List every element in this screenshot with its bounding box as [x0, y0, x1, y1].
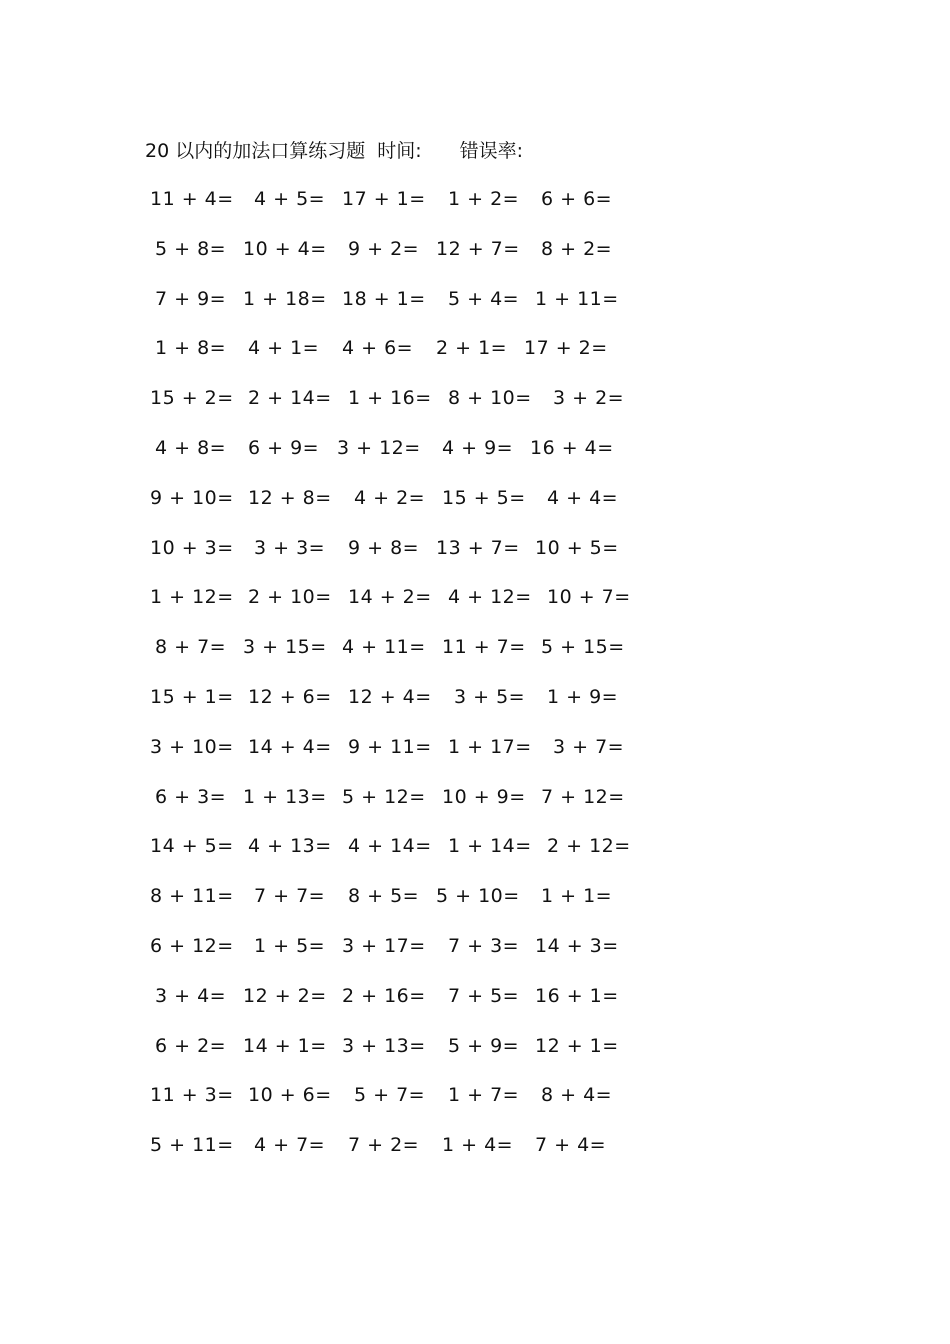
- problem-item: 4 + 2=: [354, 486, 426, 509]
- problem-item: 9 + 2=: [348, 237, 420, 260]
- problem-item: 4 + 7=: [254, 1134, 326, 1157]
- problem-item: 12 + 6=: [248, 685, 332, 708]
- problem-item: 12 + 8=: [248, 486, 332, 509]
- problem-item: 7 + 4=: [535, 1134, 607, 1157]
- worksheet-title: 20 以内的加法口算练习题: [145, 140, 366, 162]
- problem-item: 9 + 8=: [348, 536, 420, 559]
- problem-item: 1 + 13=: [243, 785, 327, 808]
- problem-row: [0, 832, 950, 882]
- problem-item: 14 + 4=: [248, 735, 332, 758]
- problem-row: [0, 583, 950, 633]
- problem-item: 1 + 17=: [448, 735, 532, 758]
- problem-item: 1 + 5=: [254, 934, 326, 957]
- problem-item: 8 + 5=: [348, 885, 420, 908]
- problem-item: 14 + 2=: [348, 586, 432, 609]
- problem-item: 3 + 15=: [243, 636, 327, 659]
- problem-item: 10 + 9=: [442, 785, 526, 808]
- problem-item: 12 + 2=: [243, 984, 327, 1007]
- problem-item: 1 + 9=: [547, 685, 619, 708]
- problem-item: 4 + 9=: [442, 436, 514, 459]
- problem-item: 11 + 4=: [150, 188, 234, 210]
- problem-item: 4 + 4=: [547, 486, 619, 509]
- problem-item: 4 + 1=: [248, 337, 320, 360]
- problem-item: 5 + 15=: [541, 636, 625, 659]
- problem-item: 12 + 7=: [436, 237, 520, 260]
- problem-item: 12 + 4=: [348, 685, 432, 708]
- problem-item: 13 + 7=: [436, 536, 520, 559]
- problem-item: 6 + 12=: [150, 934, 234, 957]
- problem-item: 16 + 1=: [535, 984, 619, 1007]
- problem-item: 1 + 11=: [535, 287, 619, 310]
- problem-item: 14 + 5=: [150, 835, 234, 858]
- problem-item: 15 + 5=: [442, 486, 526, 509]
- problem-item: 1 + 18=: [243, 287, 327, 310]
- problem-row: [0, 434, 950, 484]
- problem-item: 4 + 14=: [348, 835, 432, 858]
- problem-item: 11 + 3=: [150, 1084, 234, 1107]
- problem-item: 4 + 8=: [155, 436, 227, 459]
- problem-item: 6 + 3=: [155, 785, 227, 808]
- problem-item: 14 + 3=: [535, 934, 619, 957]
- problem-item: 2 + 14=: [248, 387, 332, 410]
- problem-item: 2 + 12=: [547, 835, 631, 858]
- problem-item: 5 + 11=: [150, 1134, 234, 1157]
- problem-item: 5 + 12=: [342, 785, 426, 808]
- problem-row: [0, 484, 950, 534]
- problem-item: 7 + 12=: [541, 785, 625, 808]
- problem-item: 10 + 4=: [243, 237, 327, 260]
- problem-item: 3 + 10=: [150, 735, 234, 758]
- problem-item: 7 + 9=: [155, 287, 227, 310]
- problem-item: 4 + 12=: [448, 586, 532, 609]
- problem-row: [0, 1032, 950, 1082]
- problem-item: 8 + 7=: [155, 636, 227, 659]
- problem-row: [0, 783, 950, 833]
- problem-item: 3 + 17=: [342, 934, 426, 957]
- problem-item: 10 + 3=: [150, 536, 234, 559]
- problem-item: 3 + 5=: [454, 685, 526, 708]
- problem-item: 4 + 13=: [248, 835, 332, 858]
- problem-item: 7 + 3=: [448, 934, 520, 957]
- problem-item: 4 + 11=: [342, 636, 426, 659]
- problem-item: 2 + 16=: [342, 984, 426, 1007]
- problem-row: [0, 1131, 950, 1181]
- problem-item: 3 + 3=: [254, 536, 326, 559]
- problem-item: 1 + 14=: [448, 835, 532, 858]
- problem-item: 1 + 8=: [155, 337, 227, 360]
- problem-item: 5 + 9=: [448, 1034, 520, 1057]
- problem-row: [0, 235, 950, 285]
- problem-item: 10 + 7=: [547, 586, 631, 609]
- problem-item: 6 + 6=: [541, 188, 613, 210]
- problem-item: 3 + 7=: [553, 735, 625, 758]
- problem-item: 9 + 10=: [150, 486, 234, 509]
- problem-item: 3 + 4=: [155, 984, 227, 1007]
- problem-item: 9 + 11=: [348, 735, 432, 758]
- problem-item: 6 + 2=: [155, 1034, 227, 1057]
- time-label: 时间:: [377, 140, 422, 162]
- problem-item: 12 + 1=: [535, 1034, 619, 1057]
- problem-item: 4 + 5=: [254, 188, 326, 210]
- problem-item: 3 + 13=: [342, 1034, 426, 1057]
- problem-item: 1 + 16=: [348, 387, 432, 410]
- problem-item: 8 + 4=: [541, 1084, 613, 1107]
- problem-item: 11 + 7=: [442, 636, 526, 659]
- worksheet-header: [145, 138, 523, 164]
- problem-row: [0, 932, 950, 982]
- problem-row: [0, 384, 950, 434]
- problem-item: 7 + 2=: [348, 1134, 420, 1157]
- problem-item: 10 + 6=: [248, 1084, 332, 1107]
- problem-row: [0, 733, 950, 783]
- problem-item: 17 + 1=: [342, 188, 426, 210]
- problem-item: 1 + 12=: [150, 586, 234, 609]
- problem-grid: [0, 185, 950, 1181]
- problem-item: 17 + 2=: [524, 337, 608, 360]
- problem-item: 4 + 6=: [342, 337, 414, 360]
- problem-item: 2 + 10=: [248, 586, 332, 609]
- problem-item: 2 + 1=: [436, 337, 508, 360]
- problem-item: 3 + 12=: [337, 436, 421, 459]
- problem-row: [0, 1081, 950, 1131]
- problem-item: 1 + 1=: [541, 885, 613, 908]
- problem-item: 8 + 2=: [541, 237, 613, 260]
- problem-item: 6 + 9=: [248, 436, 320, 459]
- problem-item: 15 + 2=: [150, 387, 234, 410]
- problem-item: 7 + 7=: [254, 885, 326, 908]
- problem-row: [0, 633, 950, 683]
- problem-row: [0, 982, 950, 1032]
- problem-item: 5 + 10=: [436, 885, 520, 908]
- problem-item: 10 + 5=: [535, 536, 619, 559]
- problem-item: 18 + 1=: [342, 287, 426, 310]
- problem-row: [0, 334, 950, 384]
- problem-row: [0, 534, 950, 584]
- problem-row: [0, 285, 950, 335]
- problem-item: 8 + 11=: [150, 885, 234, 908]
- problem-row: [0, 882, 950, 932]
- problem-item: 1 + 4=: [442, 1134, 514, 1157]
- problem-item: 3 + 2=: [553, 387, 625, 410]
- problem-item: 1 + 7=: [448, 1084, 520, 1107]
- problem-item: 7 + 5=: [448, 984, 520, 1007]
- problem-item: 15 + 1=: [150, 685, 234, 708]
- problem-item: 16 + 4=: [530, 436, 614, 459]
- problem-item: 1 + 2=: [448, 188, 520, 210]
- problem-item: 5 + 7=: [354, 1084, 426, 1107]
- error-rate-label: 错误率:: [459, 140, 524, 162]
- problem-row: [0, 185, 950, 235]
- problem-item: 8 + 10=: [448, 387, 532, 410]
- problem-item: 5 + 8=: [155, 237, 227, 260]
- problem-row: [0, 683, 950, 733]
- problem-item: 5 + 4=: [448, 287, 520, 310]
- problem-item: 14 + 1=: [243, 1034, 327, 1057]
